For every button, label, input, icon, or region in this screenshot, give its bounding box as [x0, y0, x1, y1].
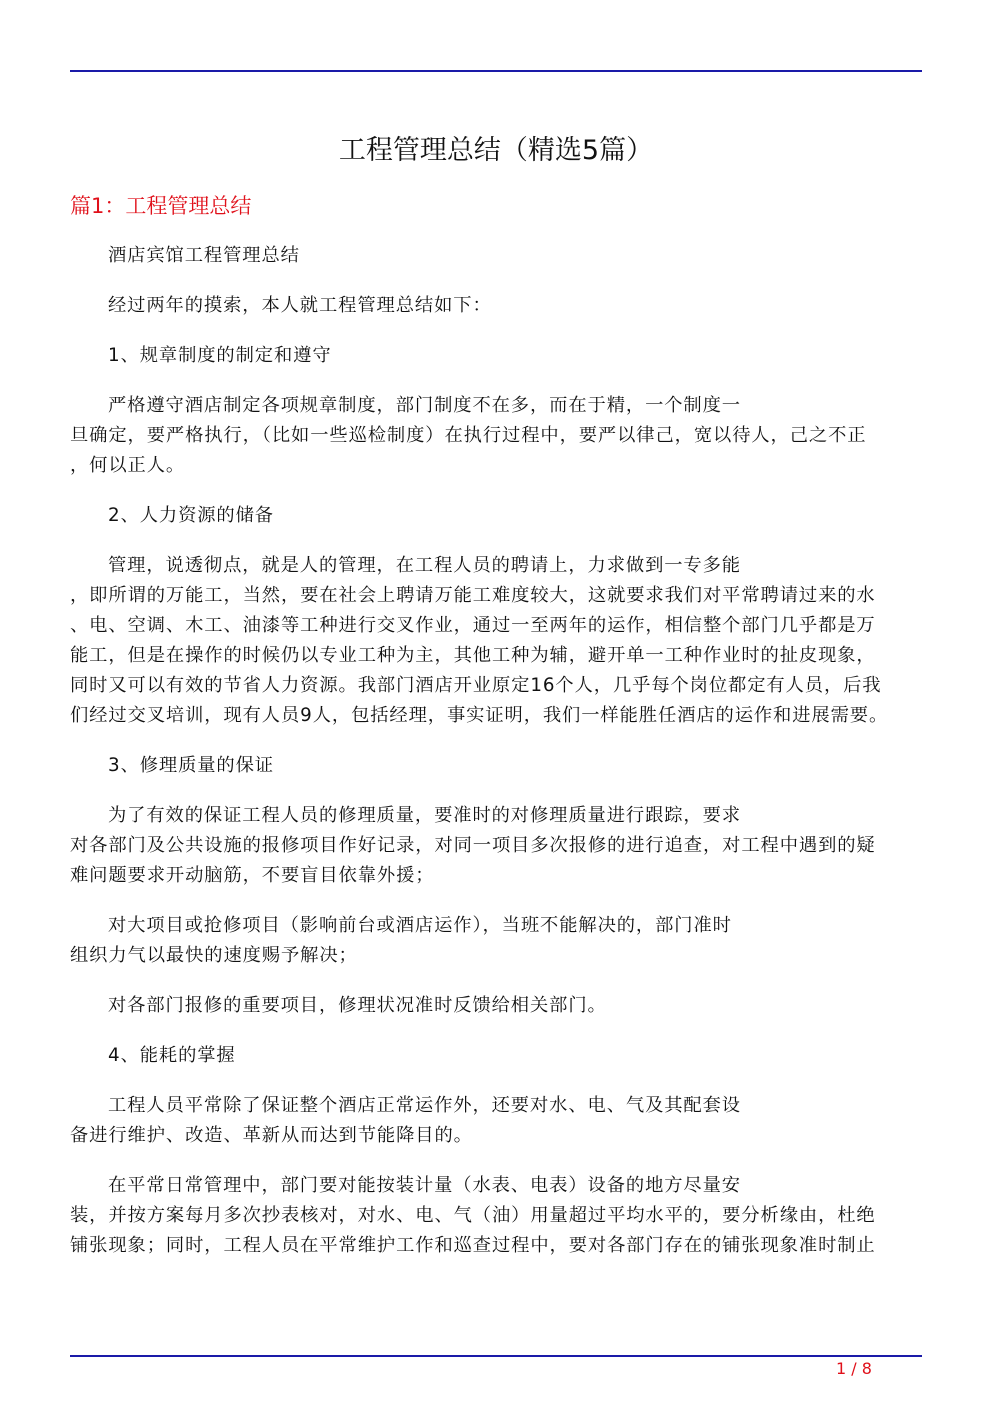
- paragraph: [70, 1091, 930, 1151]
- document-body: [70, 241, 930, 1281]
- paragraph-line: 在平常日常管理中，部门要对能按装计量（水表、电表）设备的地方尽量安: [108, 1175, 741, 1196]
- paragraph-line: 为了有效的保证工程人员的修理质量，要准时的对修理质量进行跟踪，要求: [108, 805, 741, 826]
- paragraph-line: 对大项目或抢修项目（影响前台或酒店运作），当班不能解决的，部门准时: [108, 915, 732, 936]
- paragraph-line: 同时又可以有效的节省人力资源。我部门酒店开业原定16个人，几乎每个岗位都定有人员，后我: [70, 675, 882, 696]
- paragraph-line: 装，并按方案每月多次抄表核对，对水、电、气（油）用量超过平均水平的，要分析缘由，杜绝: [70, 1205, 876, 1226]
- header-rule: [70, 70, 922, 72]
- paragraph-line: 对各部门报修的重要项目，修理状况准时反馈给相关部门。: [108, 995, 607, 1016]
- paragraph: [70, 991, 930, 1021]
- paragraph: [70, 241, 930, 271]
- document-title: 工程管理总结（精选5篇）: [338, 135, 654, 166]
- paragraph-line: ，即所谓的万能工，当然，要在社会上聘请万能工难度较大，这就要求我们对平常聘请过来的水: [70, 585, 876, 606]
- section-heading: 篇1：工程管理总结: [70, 194, 252, 218]
- paragraph-line: 管理，说透彻点，就是人的管理，在工程人员的聘请上，力求做到一专多能: [108, 555, 741, 576]
- paragraph-line: 能工，但是在操作的时候仍以专业工种为主，其他工种为辅，避开单一工种作业时的扯皮现象，: [70, 645, 876, 666]
- paragraph-line: 工程人员平常除了保证整个酒店正常运作外，还要对水、电、气及其配套设: [108, 1095, 741, 1116]
- paragraph-line: 对各部门及公共设施的报修项目作好记录，对同一项目多次报修的进行追查，对工程中遇到的疑: [70, 835, 876, 856]
- paragraph-line: 严格遵守酒店制定各项规章制度，部门制度不在多，而在于精，一个制度一: [108, 395, 741, 416]
- paragraph: [70, 501, 930, 531]
- paragraph: [70, 801, 930, 891]
- paragraph-line: 铺张现象；同时，工程人员在平常维护工作和巡查过程中，要对各部门存在的铺张现象准时制止: [70, 1235, 876, 1256]
- paragraph-line: 4、能耗的掌握: [108, 1045, 236, 1066]
- paragraph: [70, 911, 930, 971]
- page-number: 1 / 8: [836, 1359, 872, 1378]
- paragraph-line: 旦确定，要严格执行，（比如一些巡检制度）在执行过程中，要严以律己，宽以待人，己之不正: [70, 425, 867, 446]
- paragraph: [70, 1041, 930, 1071]
- paragraph-line: 经过两年的摸索，本人就工程管理总结如下：: [108, 295, 492, 316]
- paragraph-line: 们经过交叉培训，现有人员9人，包括经理，事实证明，我们一样能胜任酒店的运作和进展需要。: [70, 705, 889, 726]
- paragraph: [70, 291, 930, 321]
- paragraph: [70, 391, 930, 481]
- paragraph-line: 1、规章制度的制定和遵守: [108, 345, 332, 366]
- paragraph: [70, 1171, 930, 1261]
- paragraph-line: ，何以正人。: [70, 455, 186, 476]
- paragraph-line: 备进行维护、改造、革新从而达到节能降目的。: [70, 1125, 473, 1146]
- paragraph-line: 2、人力资源的储备: [108, 505, 274, 526]
- paragraph-line: 酒店宾馆工程管理总结: [108, 245, 300, 266]
- paragraph: [70, 551, 930, 731]
- paragraph-line: 组织力气以最快的速度赐予解决；: [70, 945, 358, 966]
- paragraph: [70, 341, 930, 371]
- paragraph-line: 、电、空调、木工、油漆等工种进行交叉作业，通过一至两年的运作，相信整个部门几乎都是万: [70, 615, 876, 636]
- paragraph-line: 3、修理质量的保证: [108, 755, 274, 776]
- paragraph-line: 难问题要求开动脑筋，不要盲目依靠外援；: [70, 865, 435, 886]
- paragraph: [70, 751, 930, 781]
- footer-rule: [70, 1355, 922, 1357]
